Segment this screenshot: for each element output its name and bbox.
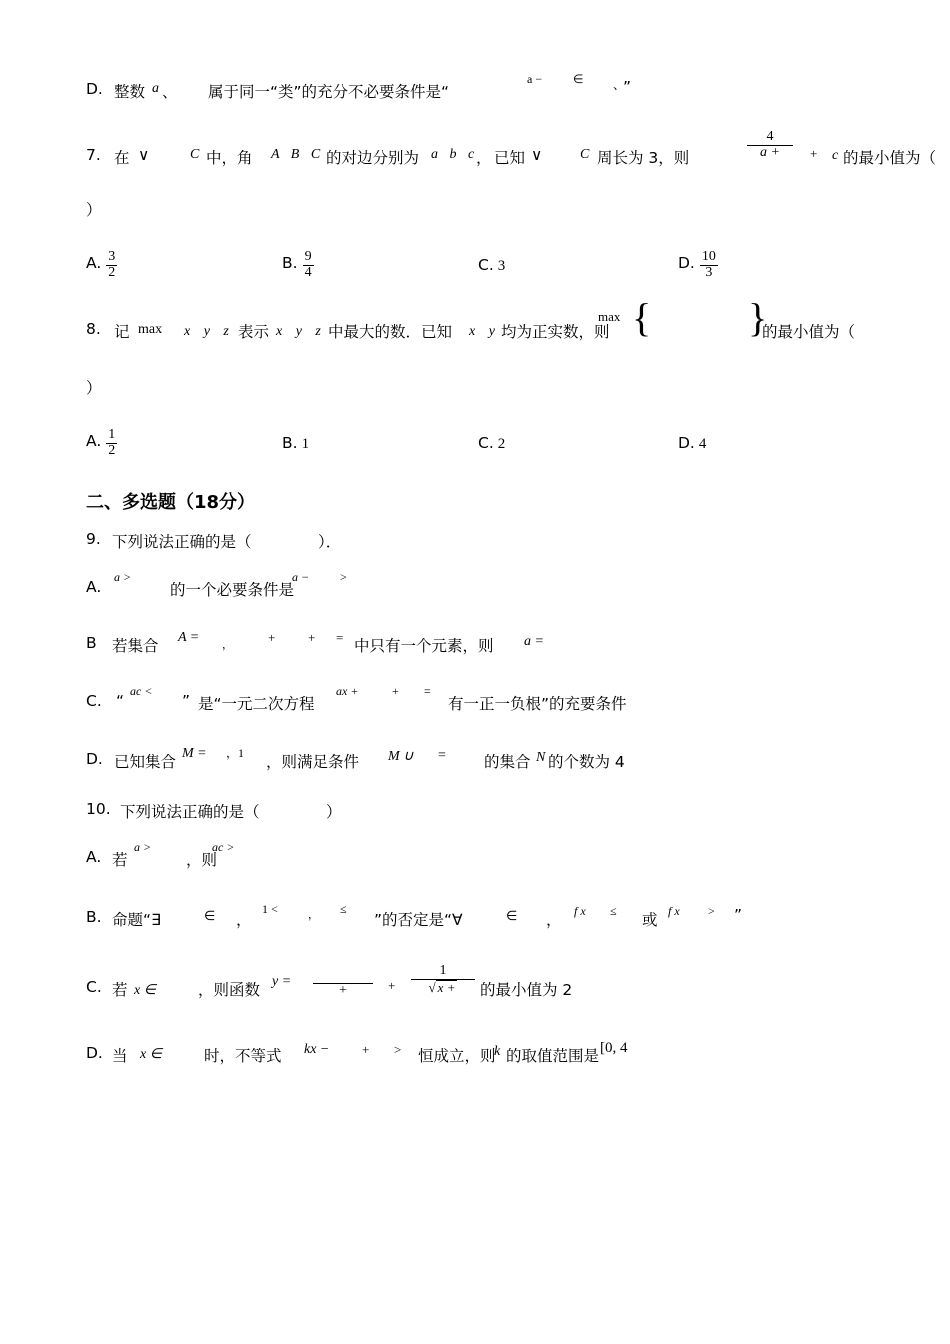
q10-option-b-f-2: f x — [668, 904, 680, 918]
q7-fraction-denominator: a + — [747, 145, 793, 161]
q10-option-b-dots: ， — [308, 909, 319, 921]
q9-stem-close: ）． — [318, 533, 342, 551]
q9-stem-text: 下列说法正确的是（ — [112, 533, 252, 551]
q7-option-c-value: 3 — [497, 258, 506, 274]
q7-option-d-num: 10 — [701, 249, 716, 264]
question-9-option-a — [86, 560, 876, 616]
question-7-stem-wrap — [86, 178, 876, 234]
q7-text-e: 周长为 3，则 — [597, 149, 690, 167]
question-8-options — [86, 416, 876, 474]
q10-option-c-plus-2: + — [388, 978, 396, 993]
q6-quote-close: ” — [623, 78, 632, 96]
q10-option-c-fraction-1 — [312, 968, 374, 999]
q7-fraction-numerator: 4 — [766, 129, 774, 144]
q7-fraction — [746, 130, 794, 161]
q7-text-c: 的对边分别为 — [326, 149, 420, 167]
question-6-option-d — [86, 64, 876, 124]
q9-option-c-text-a: 是“一元二次方程 — [198, 695, 315, 713]
q8-option-b-value: 1 — [301, 436, 310, 452]
question-7-options — [86, 234, 876, 296]
q6-var-a: a — [152, 81, 159, 96]
q9-option-b-text-a: 若集合 — [112, 637, 159, 655]
section-heading: 二、多选题（18分） — [86, 492, 256, 513]
q10-stem-text: 下列说法正确的是（ — [120, 803, 260, 821]
q10-option-d-plus: + — [362, 1042, 370, 1057]
q10-option-c-fraction-2: $\frac{1}{√ x +}$ — [410, 964, 476, 997]
q8-option-a-num: 1 — [108, 427, 116, 442]
q9-option-a-text: 的一个必要条件是 — [170, 581, 295, 599]
q7-sides: a b c — [431, 147, 479, 162]
q10-option-b-label: B. — [86, 908, 102, 926]
q8-option-a — [86, 428, 118, 458]
q9-option-d-text-a: 已知集合 — [114, 753, 177, 771]
q10-option-b-text-a: 命题“∃ — [112, 911, 161, 929]
question-10-option-a — [86, 832, 876, 888]
q10-option-d-text-a: 当 — [112, 1047, 128, 1065]
q8-option-c — [478, 434, 505, 453]
q7-option-a-num: 3 — [108, 249, 116, 264]
question-10-option-b — [86, 888, 876, 950]
q9-option-d-text-b: ，则满足条件 — [266, 753, 360, 771]
q7-option-d-den: 3 — [700, 265, 718, 281]
q7-option-a-label: A. — [86, 254, 102, 272]
q7-option-c — [478, 256, 505, 275]
q7-option-b-label: B. — [282, 254, 298, 272]
q8-option-c-label: C. — [478, 434, 494, 452]
q7-text-d: 已知 — [494, 149, 526, 167]
q8-number: 8. — [86, 320, 101, 338]
q6-option-d-label: D. — [86, 80, 103, 98]
q7-option-a — [86, 250, 118, 280]
q10-option-a-label: A. — [86, 848, 102, 866]
q9-option-c-expr-1: ac < — [130, 684, 153, 698]
q7-plus: + — [810, 146, 818, 161]
q7-text-f: 的最小值为（ — [843, 149, 937, 167]
q10-option-b-comma-2: ， — [546, 911, 562, 929]
q7-option-d — [678, 250, 719, 280]
q10-option-a-text-b: ，则 — [186, 851, 218, 869]
q9-option-c-quote-open: “ — [116, 692, 125, 710]
q7-frac-c: c — [832, 148, 839, 163]
q7-text-b: 中，角 — [206, 149, 253, 167]
question-10-option-c — [86, 950, 876, 1020]
q8-option-c-value: 2 — [497, 436, 506, 452]
question-7-stem — [86, 124, 937, 178]
q10-option-c-var-x: x ∈ — [134, 983, 156, 998]
q9-option-c-quote-close: ” — [182, 692, 191, 710]
question-10-stem — [86, 788, 876, 832]
q9-option-a-expr-3: > — [340, 570, 347, 584]
q7-option-a-den: 2 — [108, 264, 116, 280]
q10-option-b-quote-1: ”的否定是“∀ — [374, 911, 463, 929]
q9-option-c-plus: + — [392, 684, 399, 698]
q10-option-b-le-2: ≤ — [610, 904, 617, 918]
q8-option-d-label: D. — [678, 434, 695, 452]
q10-option-c-frac-num: 1 — [439, 963, 447, 978]
q8-vars-1: x y z — [184, 324, 234, 339]
q10-number: 10. — [86, 800, 111, 818]
q9-option-b-label: B — [86, 634, 97, 652]
q9-option-a-expr-1: a > — [114, 570, 132, 584]
q7-angles: A B C — [271, 147, 325, 162]
q9-option-b-plus-2: + — [308, 630, 316, 645]
document-content — [86, 64, 937, 1080]
q10-option-c-plus-1: + — [313, 983, 373, 999]
question-10-option-d — [86, 1020, 876, 1080]
q9-option-b-plus-1: + — [268, 630, 276, 645]
q10-option-b-in-2: ∈ — [506, 908, 518, 923]
q10-option-b-f-1: f x — [574, 904, 586, 918]
q7-triangle-1: ∨ — [138, 147, 150, 164]
q8-brace-close: } — [748, 295, 768, 340]
q6-expr: a − — [527, 72, 543, 86]
q10-option-b-gt: > — [708, 904, 715, 918]
q10-option-c-radicand: x + — [437, 979, 456, 995]
q7-option-b-den: 4 — [304, 264, 312, 280]
q9-option-a-label: A. — [86, 578, 102, 596]
q8-option-b-label: B. — [282, 434, 298, 452]
q6-tail-symbol: 、 — [613, 78, 626, 92]
q8-close-paren: ） — [86, 379, 102, 397]
q7-option-b — [282, 250, 315, 280]
q9-option-d-text-c: 的集合 — [484, 753, 531, 771]
q6-separator: 、 — [162, 83, 178, 101]
q10-option-c-label: C. — [86, 978, 102, 996]
q8-text-a: 记 — [114, 323, 130, 341]
q10-option-c-text-b: ，则函数 — [198, 981, 261, 999]
q8-brace-open: { — [632, 295, 652, 340]
q8-max-1: max — [138, 322, 163, 337]
q10-option-d-var-k: k — [494, 1044, 501, 1059]
q9-option-d-var-n: N — [536, 750, 546, 765]
q10-option-b-in-1: ∈ — [204, 908, 216, 923]
q10-option-a-expr-1: a > — [134, 840, 152, 854]
q7-number: 7. — [86, 146, 101, 164]
q8-option-a-label: A. — [86, 432, 102, 450]
q9-number: 9. — [86, 530, 101, 548]
q6-option-d-text-a: 整数 — [114, 83, 146, 101]
q6-option-d-text-b: 属于同一“类”的充分不必要条件是“ — [208, 83, 450, 101]
q10-option-d-text-b: 时，不等式 — [204, 1047, 282, 1065]
q7-comma: ， — [476, 149, 492, 167]
q10-option-c-text-a: 若 — [112, 981, 128, 999]
q9-option-d-expr-1: M = — [182, 746, 207, 761]
q7-option-d-label: D. — [678, 254, 695, 272]
q7-close-paren: ） — [86, 201, 102, 219]
q10-option-d-interval: [0, 4 — [600, 1040, 628, 1056]
q10-option-b-quote-2: ” — [734, 906, 743, 924]
q7-triangle-1-label: C — [190, 147, 200, 162]
q9-option-c-label: C. — [86, 692, 102, 710]
q10-option-a-text-a: 若 — [112, 851, 128, 869]
q8-vars-3: x y — [469, 324, 500, 339]
q9-option-d-eq: = — [438, 748, 446, 763]
q10-option-d-gt: > — [394, 1042, 402, 1057]
q8-text-c: 中最大的数．已知 — [328, 323, 453, 341]
q8-text-e: 的最小值为（ — [762, 323, 856, 341]
question-9-option-d — [86, 730, 876, 788]
q9-option-b-expr-2: a = — [524, 634, 544, 649]
q10-option-b-le: ≤ — [340, 902, 347, 916]
section-heading-row — [86, 474, 876, 522]
q7-triangle-2: ∨ — [531, 147, 543, 164]
q10-stem-close: ） — [326, 803, 342, 821]
q9-option-b-brace: ， — [222, 639, 233, 651]
q8-option-b — [282, 434, 309, 453]
q9-option-b-eq: = — [336, 630, 344, 645]
q8-text-d: 均为正实数，则 — [501, 323, 610, 341]
q9-option-a-expr-2: a − — [292, 570, 310, 584]
q9-option-c-text-b: 有一正一负根”的充要条件 — [448, 695, 627, 713]
q8-option-d — [678, 434, 706, 453]
q7-triangle-2-label: C — [580, 147, 590, 162]
q10-option-c-text-c: 的最小值为 2 — [480, 981, 573, 999]
q6-in-symbol: ∈ — [573, 72, 584, 86]
q9-option-d-brace: ，1 — [226, 746, 245, 760]
q8-text-b: 表示 — [238, 323, 270, 341]
q10-option-d-label: D. — [86, 1044, 103, 1062]
q8-option-d-value: 4 — [698, 436, 707, 452]
q7-option-b-num: 9 — [304, 249, 312, 264]
q10-option-d-expr-1: kx − — [304, 1042, 330, 1057]
q9-option-c-expr-2: ax + — [336, 684, 359, 698]
q7-text-a: 在 — [114, 149, 130, 167]
q9-option-c-eq: = — [424, 684, 431, 698]
q9-option-d-expr-2: M ∪ — [388, 749, 414, 764]
question-8-stem-wrap — [86, 354, 876, 416]
q10-option-d-text-d: 的取值范围是 — [506, 1047, 600, 1065]
question-8-stem — [86, 296, 876, 354]
q8-vars-2: x y z — [276, 324, 326, 339]
question-9-option-b — [86, 616, 876, 672]
q8-option-a-den: 2 — [108, 442, 116, 458]
q10-option-b-expr-1: 1 < — [262, 902, 278, 916]
q7-option-c-label: C. — [478, 256, 494, 274]
q10-option-b-or: 或 — [642, 911, 658, 929]
q10-option-b-comma-1: ， — [236, 911, 252, 929]
question-9-option-c — [86, 672, 876, 730]
q9-option-d-text-d: 的个数为 4 — [548, 753, 625, 771]
q9-option-b-expr-1: A = — [178, 630, 200, 645]
q10-option-d-var-x: x ∈ — [140, 1047, 162, 1062]
q10-option-a-expr-2: ac > — [212, 840, 235, 854]
question-9-stem — [86, 522, 876, 560]
q9-option-b-text-b: 中只有一个元素，则 — [354, 637, 494, 655]
q9-option-d-label: D. — [86, 750, 103, 768]
q10-option-d-text-c: 恒成立，则 — [418, 1047, 496, 1065]
q8-max-2: max — [598, 309, 621, 324]
q10-option-c-expr-y: y = — [272, 974, 292, 989]
